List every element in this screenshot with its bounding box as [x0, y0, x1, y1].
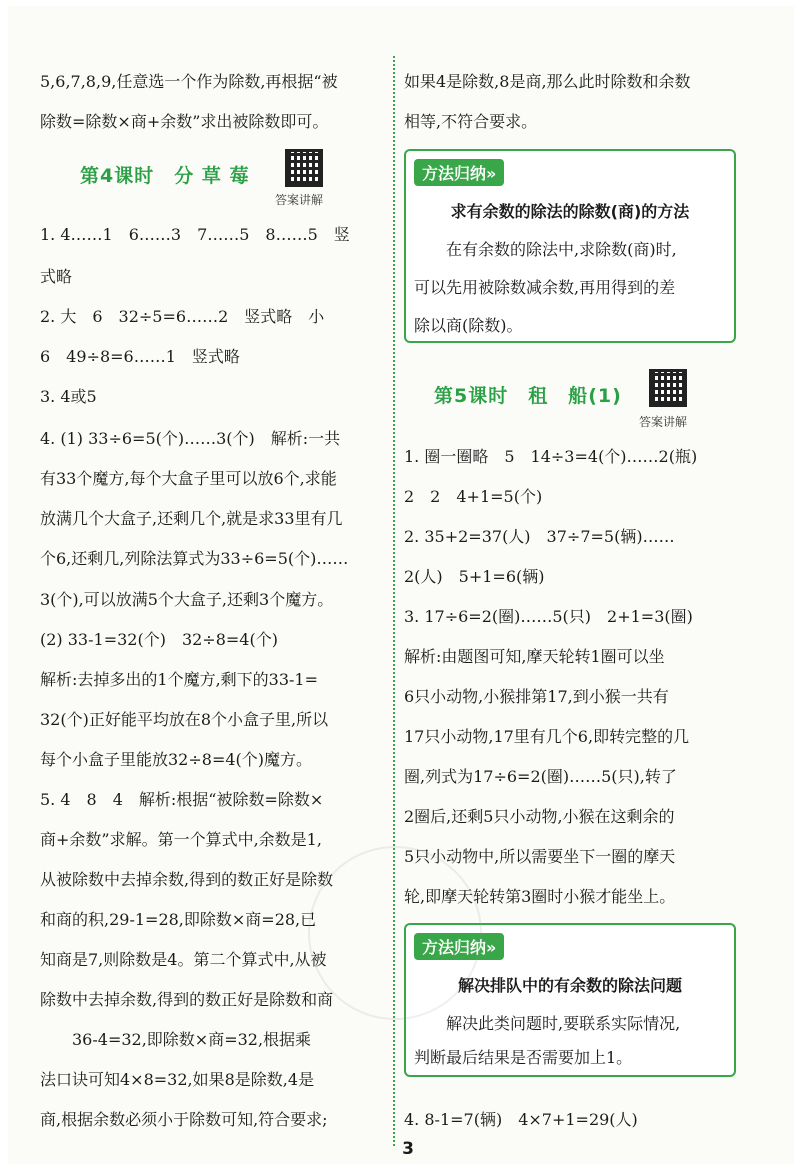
- answer-line: 每个小盒子里能放32÷8=4(个)魔方。: [40, 750, 313, 769]
- qr-code-icon[interactable]: [285, 149, 323, 187]
- answer-line: 法口诀可知4×8=32,如果8是除数,4是: [40, 1070, 315, 1089]
- answer-line: 商,根据余数必须小于除数可知,符合要求;: [40, 1110, 328, 1129]
- lesson-4-title: 第4课时 分 草 莓: [80, 165, 250, 187]
- page-number: 3: [402, 1139, 414, 1159]
- answer-line: 17只小动物,17里有几个6,即转完整的几: [404, 727, 690, 746]
- answer-line: 1. 圈一圈略 5 14÷3=4(个)……2(瓶): [404, 447, 698, 466]
- qr-label: 答案讲解: [639, 415, 688, 429]
- answer-line: 6 49÷8=6……1 竖式略: [40, 347, 240, 366]
- answer-line: 2圈后,还剩5只小动物,小猴在这剩余的: [404, 807, 675, 826]
- qr-label: 答案讲解: [275, 193, 324, 207]
- answer-line: 2 2 4+1=5(个): [404, 487, 543, 506]
- method-summary-box: [404, 149, 736, 343]
- intro-line: 相等,不符合要求。: [404, 112, 538, 131]
- intro-line: 如果4是除数,8是商,那么此时除数和余数: [404, 72, 691, 91]
- answer-line: 3. 17÷6=2(圈)……5(只) 2+1=3(圈): [404, 607, 693, 626]
- answer-line: 3(个),可以放满5个大盒子,还剩3个魔方。: [40, 590, 334, 609]
- lesson-5-title: 第5课时 租 船(1): [434, 385, 622, 407]
- answer-line: 个6,还剩几,列除法算式为33÷6=5(个)……: [40, 549, 349, 568]
- method-line: 解决此类问题时,要联系实际情况,: [414, 1014, 681, 1033]
- answer-line: 2(人) 5+1=6(辆): [404, 567, 545, 586]
- answer-line: 3. 4或5: [40, 387, 97, 406]
- method-line: 除以商(除数)。: [414, 316, 523, 335]
- method-line: 可以先用被除数减余数,再用得到的差: [414, 278, 676, 297]
- answer-line: 解析:由题图可知,摩天轮转1圈可以坐: [404, 647, 665, 666]
- method-title: 解决排队中的有余数的除法问题: [457, 976, 682, 995]
- method-tag: 方法归纳»: [414, 933, 504, 960]
- answer-line: 放满几个大盒子,还剩几个,就是求33里有几: [40, 509, 343, 528]
- intro-line: 5,6,7,8,9,任意选一个作为除数,再根据“被: [40, 72, 338, 91]
- answer-line: 商+余数”求解。第一个算式中,余数是1,: [40, 830, 322, 849]
- answer-line: 轮,即摩天轮转第3圈时小猴才能坐上。: [404, 887, 676, 906]
- answer-line: 6只小动物,小猴排第17,到小猴一共有: [404, 687, 669, 706]
- intro-line: 除数=除数×商+余数”求出被除数即可。: [40, 112, 329, 131]
- answer-line: 有33个魔方,每个大盒子里可以放6个,求能: [40, 469, 337, 488]
- answer-line: 圈,列式为17÷6=2(圈)……5(只),转了: [404, 767, 677, 786]
- answer-line: 解析:去掉多出的1个魔方,剩下的33-1=: [40, 670, 319, 689]
- answer-line: 5只小动物中,所以需要坐下一圈的摩天: [404, 847, 676, 866]
- method-tag: 方法归纳»: [414, 159, 504, 186]
- page: [8, 6, 794, 1164]
- method-title: 求有余数的除法的除数(商)的方法: [450, 202, 690, 221]
- answer-line: 1. 4……1 6……3 7……5 8……5 竖: [40, 225, 350, 244]
- answer-line: (2) 33-1=32(个) 32÷8=4(个): [40, 630, 278, 649]
- answer-line: 4. 8-1=7(辆) 4×7+1=29(人): [404, 1110, 638, 1129]
- answer-line: 和商的积,29-1=28,即除数×商=28,已: [40, 910, 317, 929]
- answer-line: 32(个)正好能平均放在8个小盒子里,所以: [40, 710, 329, 729]
- answer-line: 36-4=32,即除数×商=32,根据乘: [40, 1030, 312, 1049]
- answer-line: 从被除数中去掉余数,得到的数正好是除数: [40, 870, 334, 889]
- answer-line: 4. (1) 33÷6=5(个)……3(个) 解析:一共: [40, 429, 341, 448]
- answer-line: 2. 大 6 32÷5=6……2 竖式略 小: [40, 307, 325, 326]
- answer-line: 2. 35+2=37(人) 37÷7=5(辆)……: [404, 527, 675, 546]
- answer-line: 式略: [40, 267, 73, 286]
- method-line: 在有余数的除法中,求除数(商)时,: [414, 240, 677, 259]
- qr-code-icon[interactable]: [649, 369, 687, 407]
- method-line: 判断最后结果是否需要加上1。: [414, 1048, 633, 1067]
- answer-line: 5. 4 8 4 解析:根据“被除数=除数×: [40, 790, 324, 809]
- answer-line: 知商是7,则除数是4。第二个算式中,从被: [40, 950, 327, 969]
- answer-line: 除数中去掉余数,得到的数正好是除数和商: [40, 990, 334, 1009]
